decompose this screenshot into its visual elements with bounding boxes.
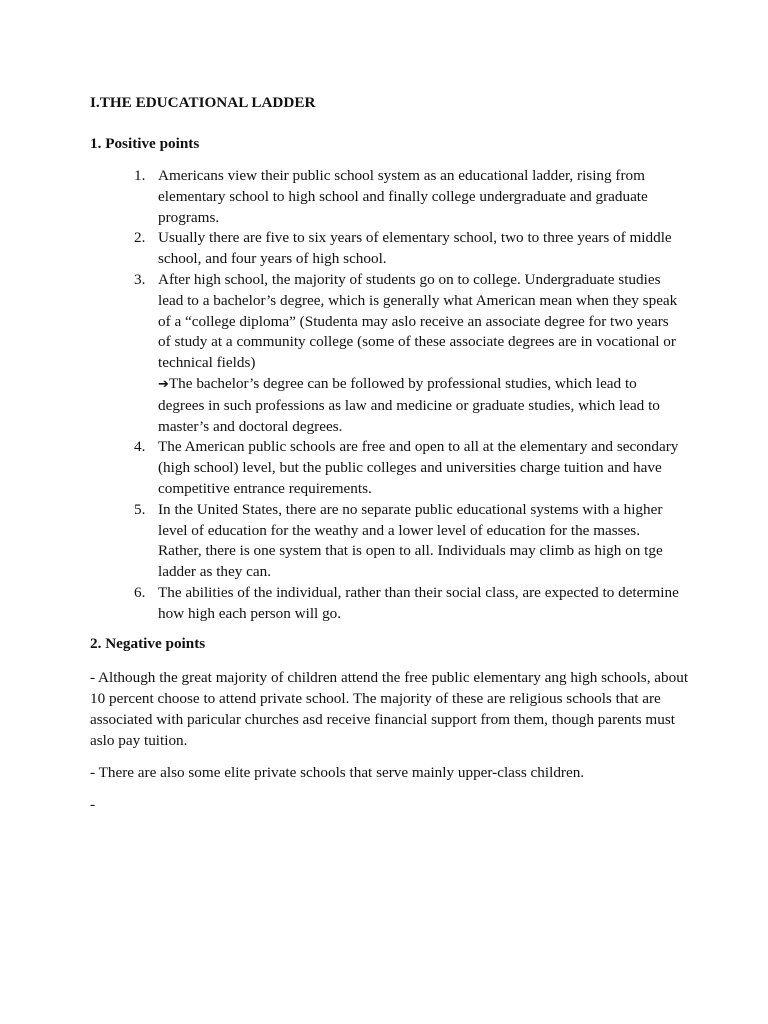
- list-item-number: 5.: [134, 500, 146, 518]
- list-item-subpoint: [158, 374, 680, 437]
- negative-points-heading: 2. Negative points: [90, 635, 206, 652]
- negative-paragraph: - Although the great majority of children attend the free public elementary ang high schools, about 10 percent choose to attend private school. The majority of these are religious schools that are associated with paricular churches asd receive financial support from them, though parents must aslo pay tuition.: [90, 669, 689, 749]
- arrow-right-icon: ➔: [158, 376, 169, 392]
- list-item: [0, 228, 680, 270]
- list-item-number: 2.: [134, 229, 146, 247]
- negative-paragraph: - There are also some elite private schools that serve mainly upper-class children.: [90, 764, 585, 781]
- list-item: [0, 500, 680, 583]
- positive-points-list: [0, 166, 768, 625]
- list-item: [0, 166, 680, 228]
- list-item-text: In the United States, there are no separate public educational systems with a higher level of education for the weathy and a lower level of education for the masses. Rather, there is one system that is open to all. Individuals may climb as high on tge ladder as they can.: [158, 500, 663, 581]
- list-item-text: The American public schools are free and open to all at the elementary and secondary (high school) level, but the public colleges and universities charge tuition and have competitive entrance requirements.: [158, 438, 679, 497]
- list-item-text: The abilities of the individual, rather than their social class, are expected to determine how high each person will go.: [158, 583, 679, 622]
- document-title: I.THE EDUCATIONAL LADDER: [90, 94, 316, 111]
- list-item: [0, 437, 680, 499]
- list-item-subtext: The bachelor’s degree can be followed by professional studies, which lead to degrees in such professions as law and medicine or graduate studies, which lead to master’s and doctoral degrees.: [158, 374, 660, 435]
- list-item: [0, 270, 680, 437]
- list-item-text: After high school, the majority of students go on to college. Undergraduate studies lead to a bachelor’s degree, which is generally what American mean when they speak of a “college diploma” (Studenta may aslo receive an associate degree for two years of study at a community college (some of these associate degrees are in vocational or technical fields): [158, 270, 678, 372]
- list-item-text: Americans view their public school system as an educational ladder, rising from elementary school to high school and finally college undergraduate and graduate programs.: [158, 167, 648, 226]
- list-item-number: 4.: [134, 438, 146, 456]
- list-item-number: 3.: [134, 270, 146, 288]
- negative-paragraph: -: [90, 796, 96, 813]
- positive-points-heading: 1. Positive points: [90, 135, 200, 152]
- list-item: [0, 583, 680, 625]
- list-item-number: 6.: [134, 583, 146, 601]
- list-item-number: 1.: [134, 167, 146, 184]
- list-item-text: Usually there are five to six years of elementary school, two to three years of middle school, and four years of high school.: [158, 229, 672, 268]
